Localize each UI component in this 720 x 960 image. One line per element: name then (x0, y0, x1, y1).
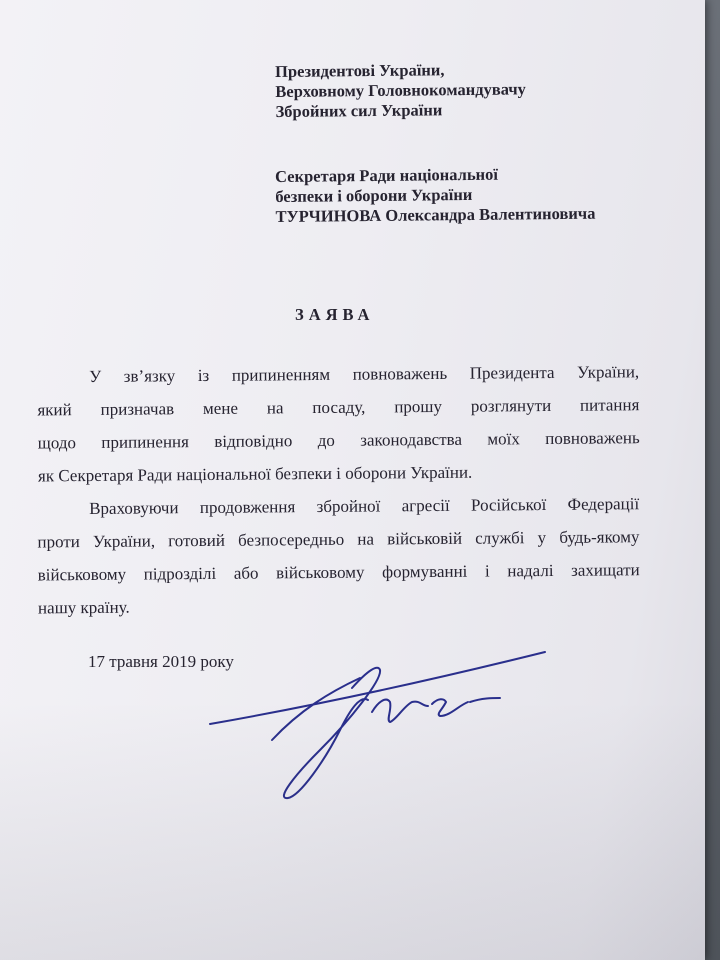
paragraph-line: військовому підрозділі або військовому формуванні і надалі захищати (37, 560, 640, 585)
signature-stroke (470, 698, 500, 702)
sender-line: Секретаря Ради національної (275, 164, 499, 186)
signature-stroke (372, 700, 428, 722)
handwritten-signature (200, 640, 560, 810)
signature-stroke (272, 678, 360, 740)
paragraph-line: нашу країну. (37, 597, 130, 618)
addressee-block (275, 59, 526, 122)
sender-line: ТУРЧИНОВА Олександра Валентиновича (275, 203, 596, 226)
sender-block (275, 164, 596, 227)
paragraph-line: У зв’язку із припиненням повноважень Президента України, (89, 362, 640, 386)
addressee-line: Президентові України, (275, 60, 445, 81)
paragraph-line: Враховуючи продовження збройної агресії Російської Федерації (89, 494, 640, 518)
addressee-line: Верховному Головнокомандувачу (275, 79, 526, 101)
addressee-line: Збройних сил України (275, 100, 443, 121)
document-title: ЗАЯВА (295, 305, 375, 324)
signature-stroke (284, 668, 380, 798)
paragraph-line: щодо припинення відповідно до законодавства моїх повноважень (37, 428, 640, 453)
paragraph-resignation (37, 355, 640, 492)
paragraph-line: який призначав мене на посаду, прошу розглянути питання (37, 395, 640, 420)
document-date: 17 травня 2019 року (88, 652, 234, 671)
signature-stroke (210, 652, 545, 724)
signature-stroke (432, 699, 468, 716)
paragraph-line: проти України, готовий безпосередньо на військовій службі у будь-якому (37, 527, 640, 552)
sender-line: безпеки і оборони України (275, 184, 473, 206)
paragraph-continuation (37, 487, 640, 624)
paragraph-line: як Секретаря Ради національної безпеки і оборони України. (37, 462, 473, 486)
